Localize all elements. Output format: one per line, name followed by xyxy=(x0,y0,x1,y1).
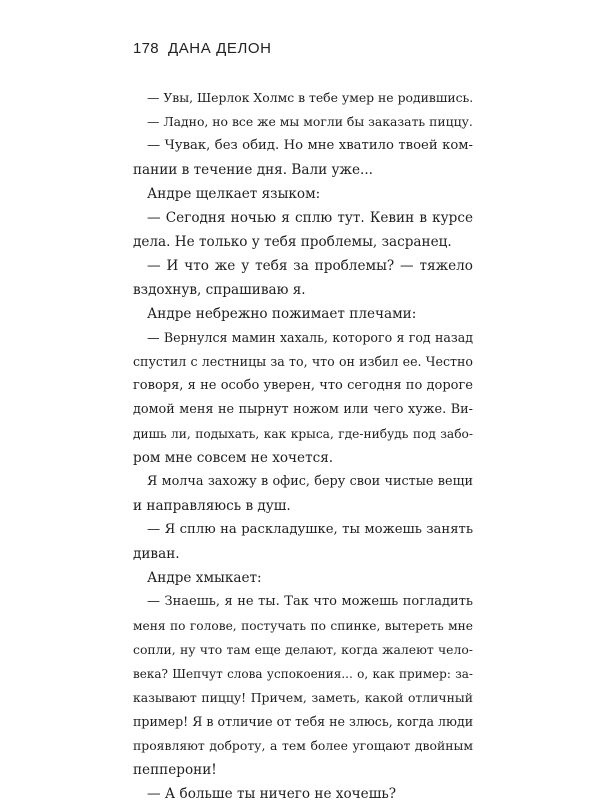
text-line: Андре хмыкает: xyxy=(147,570,262,586)
body-text xyxy=(133,86,473,806)
text-line: века? Шепчут слова успокоения... о, как пример: за- xyxy=(133,667,473,681)
text-line: — Сегодня ночью я сплю тут. Кевин в курсе xyxy=(147,210,473,226)
text-line: Андре щелкает языком: xyxy=(147,186,321,202)
text-line: — Знаешь, я не ты. Так что можешь погладить xyxy=(147,594,473,609)
text-line: и направляюсь в душ. xyxy=(133,498,291,514)
text-line: — Увы, Шерлок Холмс в тебе умер не родившись. xyxy=(147,90,474,105)
text-line: Я молча захожу в офис, беру свои чистые вещи xyxy=(147,474,473,489)
text-line: дишь ли, подыхать, как крыса, где-нибудь под забо- xyxy=(133,427,473,441)
text-line: ром мне совсем не хочется. xyxy=(133,450,334,466)
page-number: 178 xyxy=(133,40,159,57)
text-line: — И что же у тебя за проблемы? — тяжело xyxy=(147,258,473,274)
text-line: пример! Я в отличие от тебя не злюсь, когда люди xyxy=(133,714,474,729)
text-line: — Ладно, но все же мы могли бы заказать пиццу. xyxy=(147,114,473,129)
text-line: диван. xyxy=(133,546,180,562)
text-line: домой меня не пырнут ножом или чего хуже. Ви- xyxy=(133,402,473,417)
text-line: вздохнув, спрашиваю я. xyxy=(133,282,306,298)
text-line: казывают пиццу! Причем, заметь, какой отличный xyxy=(133,690,473,705)
text-line: говоря, я не особо уверен, что сегодня по дороге xyxy=(133,378,473,393)
text-line: — Я сплю на раскладушке, ты можешь занять xyxy=(147,522,473,537)
author-name: ДАНА ДЕЛОН xyxy=(167,40,272,57)
running-header xyxy=(133,40,272,57)
text-line: проявляют доброту, а тем более угощают двойным xyxy=(133,738,473,753)
text-line: спустил с лестницы за то, что он избил ее. Честно xyxy=(133,354,473,369)
text-line: — Чувак, без обид. Но мне хватило твоей ком- xyxy=(147,138,473,153)
text-line: пепперони! xyxy=(133,762,217,778)
text-line: дела. Не только у тебя проблемы, засранец. xyxy=(133,234,452,250)
text-line: — Вернулся мамин хахаль, которого я год назад xyxy=(147,330,473,345)
text-line: Андре небрежно пожимает плечами: xyxy=(147,306,417,322)
text-line: пании в течение дня. Вали уже... xyxy=(133,162,373,178)
text-line: сопли, ну что там еще делают, когда жалеют чело- xyxy=(133,642,473,657)
text-line: меня по голове, постучать по спинке, вытереть мне xyxy=(133,619,473,633)
text-line: — А больше ты ничего не хочешь? xyxy=(147,786,397,802)
